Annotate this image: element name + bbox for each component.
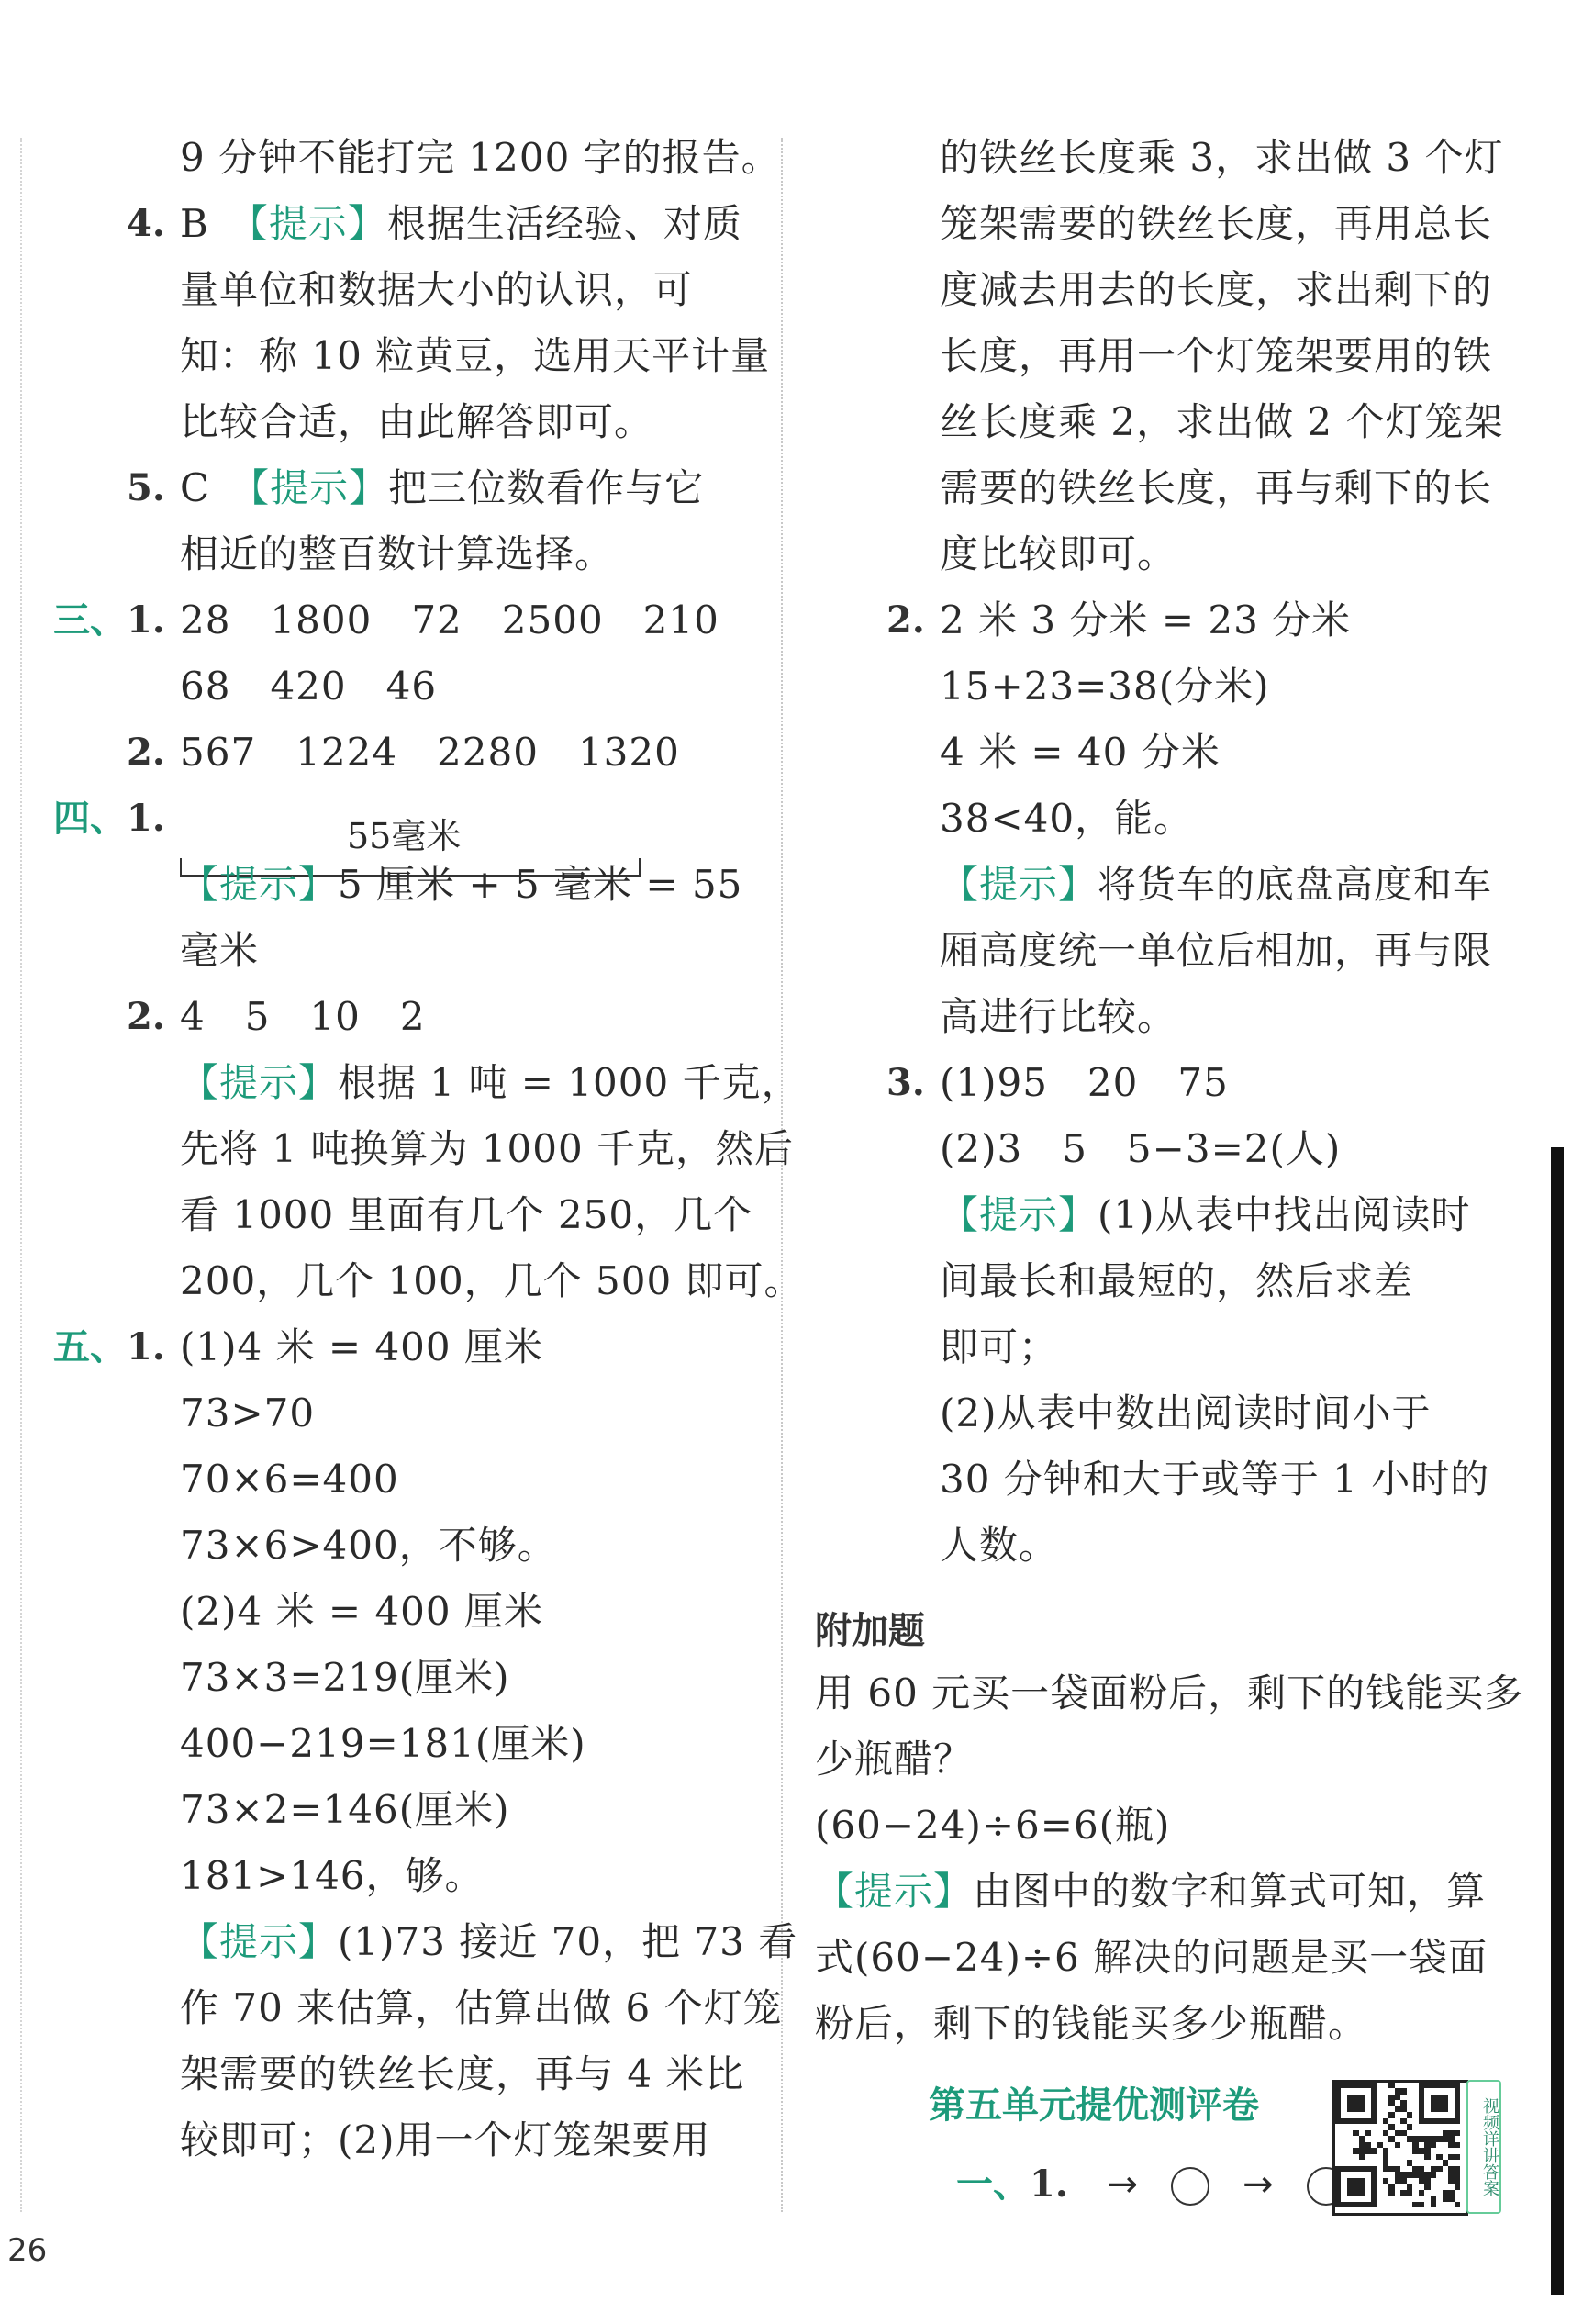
text-line — [180, 1452, 399, 1507]
text-line — [940, 461, 1492, 516]
hint-tag: 【提示】 — [815, 1869, 974, 1914]
text-line — [180, 1915, 797, 1970]
line-text: 人数。 — [940, 1523, 1059, 1568]
line-text: 的铁丝长度乘 3，求出做 3 个灯 — [940, 135, 1504, 180]
qr-code-icon — [1332, 2080, 1468, 2216]
line-text: 笼架需要的铁丝长度，再用总长 — [940, 201, 1493, 246]
text-line — [180, 725, 680, 780]
page-number: 26 — [7, 2232, 48, 2269]
line-text: (1)95 20 75 — [940, 1060, 1229, 1105]
text-line — [940, 1254, 1413, 1309]
line-text: 181>146，够。 — [180, 1853, 485, 1898]
text-line — [940, 593, 1351, 648]
line-text: 即可； — [940, 1324, 1059, 1369]
text-line — [180, 263, 693, 318]
line-text: 丝长度乘 2，求出做 2 个灯笼架 — [940, 399, 1504, 444]
question-number: 4. — [127, 202, 165, 245]
line-text: 毫米 — [180, 928, 260, 973]
section-marker: 五、 — [53, 1326, 127, 1369]
measure-label: 55毫米 — [347, 816, 462, 856]
text-line — [815, 1996, 1367, 2051]
line-text: 用 60 元买一袋面粉后，剩下的钱能买多 — [815, 1670, 1524, 1715]
text-line — [815, 1798, 1170, 1853]
question-number: 2. — [127, 731, 165, 774]
text-line — [940, 263, 1492, 318]
line-text: 30 分钟和大于或等于 1 小时的 — [940, 1457, 1490, 1502]
text-line — [940, 1188, 1471, 1243]
text-line — [180, 196, 742, 251]
hint-tag: 【提示】 — [250, 465, 389, 510]
question-number: 1. — [127, 797, 165, 840]
text-line — [815, 1732, 973, 1787]
line-text: 看 1000 里面有几个 250，几个 — [180, 1192, 753, 1237]
line-text: 间最长和最短的，然后求差 — [940, 1258, 1414, 1303]
line-text: 73×2=146(厘米) — [180, 1787, 510, 1832]
text-line — [940, 989, 1176, 1045]
text-line — [180, 1782, 510, 1838]
hint-text: 由图中的数字和算式可知，算 — [973, 1869, 1487, 1914]
circle-blank-icon — [1171, 2167, 1209, 2206]
text-line — [180, 329, 770, 384]
line-text: 2 米 3 分米 = 23 分米 — [940, 598, 1352, 642]
question-number: 1. — [1030, 2162, 1068, 2206]
line-text: (2)3 5 5−3=2(人) — [940, 1126, 1342, 1171]
hint-text: 将货车的底盘高度和车 — [1098, 862, 1493, 907]
text-line — [940, 1452, 1489, 1507]
text-line — [940, 1056, 1229, 1111]
right-edge-bar — [1551, 1147, 1564, 2295]
text-line — [180, 527, 614, 582]
text-line — [940, 196, 1492, 251]
question-number: 3. — [886, 1061, 925, 1104]
line-text: 先将 1 吨换算为 1000 千克，然后 — [180, 1126, 795, 1171]
question-number: 1. — [127, 598, 165, 642]
section-marker: 一、 — [956, 2163, 1030, 2206]
line-text: 567 1224 2280 1320 — [180, 730, 680, 775]
section-marker: 三、 — [53, 599, 127, 642]
hint-text: 根据 1 吨 = 1000 千克， — [338, 1060, 801, 1105]
line-text: 73>70 — [180, 1391, 316, 1436]
text-line — [180, 1849, 485, 1904]
hint-tag: 【提示】 — [248, 201, 387, 246]
text-line — [940, 1518, 1058, 1573]
unit-title: 第五单元提优测评卷 — [929, 2084, 1259, 2127]
text-line — [815, 1864, 1486, 1919]
line-text: 知：称 10 粒黄豆，选用天平计量 — [180, 333, 771, 378]
line-text: (2)从表中数出阅读时间小于 — [940, 1391, 1432, 1436]
text-line — [940, 791, 1193, 846]
line-text: 15+23=38(分米) — [940, 664, 1270, 709]
hint-text: (1)从表中找出阅读时 — [1098, 1192, 1471, 1237]
text-line — [180, 1650, 510, 1705]
hint-tag: 【提示】 — [180, 1919, 339, 1964]
text-line — [940, 659, 1270, 714]
text-line — [940, 329, 1492, 384]
question-number: 2. — [127, 995, 165, 1038]
line-text: 少瓶醋？ — [815, 1737, 974, 1782]
text-line — [180, 461, 704, 516]
line-text: 厢高度统一单位后相加，再与限 — [940, 928, 1493, 973]
hint-text: (1)73 接近 70，把 73 看 — [338, 1919, 798, 1964]
line-text: 量单位和数据大小的认识，可 — [180, 267, 694, 312]
hint-text: 根据生活经验、对质 — [386, 201, 742, 246]
text-line — [180, 1716, 586, 1771]
line-text: 400−219=181(厘米) — [180, 1721, 586, 1766]
line-text: 度减去用去的长度，求出剩下的 — [940, 267, 1493, 312]
text-line — [180, 1188, 752, 1243]
hint-text: 5 厘米 + 5 毫米 = 55 — [338, 862, 743, 907]
line-text: 度比较即可。 — [940, 531, 1177, 576]
line-text: 4 米 = 40 分米 — [940, 730, 1221, 775]
answer-row — [956, 2157, 1378, 2212]
line-text: 式(60−24)÷6 解决的问题是买一袋面 — [815, 1935, 1488, 1980]
text-line — [180, 1518, 557, 1573]
text-line — [180, 659, 437, 714]
text-line — [815, 1666, 1523, 1721]
left-margin-rule — [20, 138, 22, 2212]
arrow-icon: → — [1107, 2163, 1138, 2206]
text-line — [180, 1386, 315, 1441]
text-line — [180, 593, 719, 648]
text-line — [940, 857, 1492, 912]
text-line — [940, 130, 1504, 185]
line-text: 高进行比较。 — [940, 994, 1177, 1039]
text-line — [180, 1584, 543, 1639]
text-line — [940, 1386, 1432, 1441]
hint-tag: 【提示】 — [180, 862, 339, 907]
line-text: B — [180, 201, 249, 246]
text-line — [180, 989, 426, 1045]
section-marker: 四、 — [53, 798, 127, 840]
line-text: 较即可；(2)用一个灯笼架要用 — [180, 2117, 711, 2162]
line-text: 相近的整百数计算选择。 — [180, 531, 615, 576]
text-line — [940, 1122, 1341, 1177]
question-number: 2. — [886, 598, 925, 642]
text-line — [180, 1981, 783, 2036]
line-text: C — [180, 465, 251, 510]
text-line — [180, 857, 742, 912]
line-text: 比较合适，由此解答即可。 — [180, 399, 654, 444]
line-text: 4 5 10 2 — [180, 994, 426, 1039]
text-line — [815, 1930, 1488, 1985]
text-line — [940, 1320, 1058, 1375]
text-line — [180, 923, 259, 978]
text-line — [180, 2113, 711, 2168]
question-number: 5. — [127, 466, 165, 509]
hint-text: 把三位数看作与它 — [388, 465, 705, 510]
line-text: 38<40，能。 — [940, 796, 1194, 841]
hint-tag: 【提示】 — [180, 1060, 339, 1105]
hint-tag: 【提示】 — [940, 862, 1098, 907]
line-text: 需要的铁丝长度，再与剩下的长 — [940, 465, 1493, 510]
text-line — [180, 1320, 543, 1375]
line-text: 长度，再用一个灯笼架要用的铁 — [940, 333, 1493, 378]
line-text: 70×6=400 — [180, 1457, 399, 1502]
question-number: 1. — [127, 1325, 165, 1369]
text-line — [180, 1056, 801, 1111]
extra-heading: 附加题 — [815, 1610, 925, 1652]
line-text: 9 分钟不能打完 1200 字的报告。 — [180, 135, 781, 180]
line-text: (60−24)÷6=6(瓶) — [815, 1803, 1171, 1848]
arrow-icon: → — [1243, 2163, 1274, 2206]
line-text: 73×3=219(厘米) — [180, 1655, 510, 1700]
text-line — [940, 527, 1176, 582]
text-line — [940, 923, 1492, 978]
line-text: (2)4 米 = 400 厘米 — [180, 1589, 543, 1634]
text-line — [180, 1254, 804, 1309]
text-line — [180, 1122, 794, 1177]
line-text: 73×6>400，不够。 — [180, 1523, 557, 1568]
text-line — [940, 395, 1504, 450]
line-text: 68 420 46 — [180, 664, 438, 709]
line-text: (1)4 米 = 400 厘米 — [180, 1324, 543, 1369]
line-text: 架需要的铁丝长度，再与 4 米比 — [180, 2051, 745, 2096]
text-line — [180, 395, 653, 450]
line-text: 粉后，剩下的钱能买多少瓶醋。 — [815, 2001, 1368, 2046]
line-text: 作 70 来估算，估算出做 6 个灯笼 — [180, 1985, 783, 2030]
qr-side-label: 视频详讲答案 — [1466, 2080, 1501, 2214]
line-text: 28 1800 72 2500 210 — [180, 598, 719, 642]
text-line — [180, 130, 781, 185]
hint-tag: 【提示】 — [940, 1192, 1098, 1237]
text-line — [940, 725, 1221, 780]
text-line — [180, 2047, 744, 2102]
line-text: 200，几个 100，几个 500 即可。 — [180, 1258, 804, 1303]
